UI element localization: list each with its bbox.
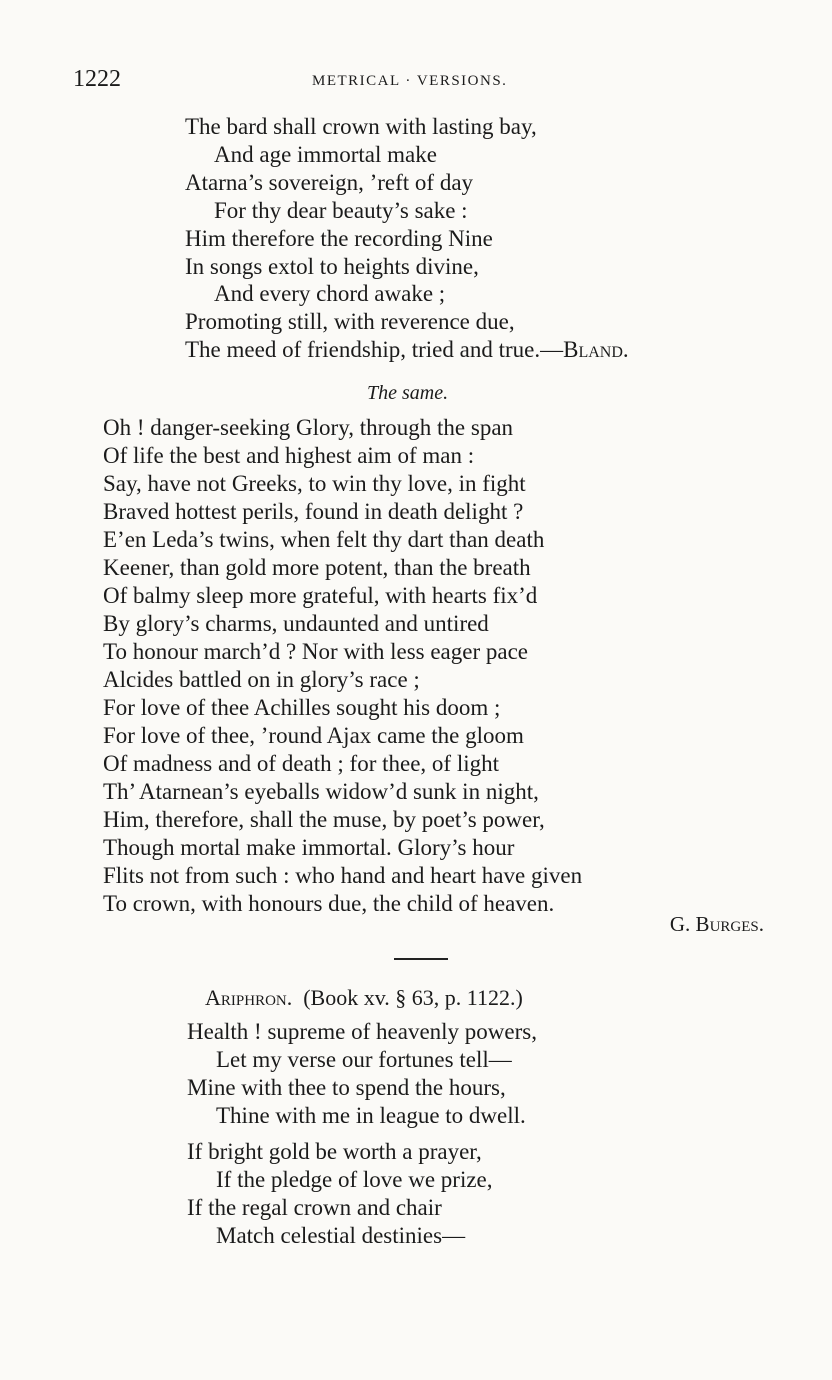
verse-line: To honour march’d ? Nor with less eager pace xyxy=(103,639,529,664)
verse-line: Promoting still, with reverence due, xyxy=(185,309,515,335)
verse-line: Let my verse our fortunes tell— xyxy=(216,1047,512,1072)
verse-line: The meed of friendship, tried and true.— xyxy=(185,337,564,363)
verse-line: And age immortal make xyxy=(214,141,437,167)
verse-line: For love of thee, ’round Ajax came the gloom xyxy=(103,723,524,748)
poem-burges xyxy=(103,414,582,918)
verse-line: Mine with thee to spend the hours, xyxy=(187,1075,506,1100)
verse-line: In songs extol to heights divine, xyxy=(185,253,479,279)
verse-line: Of life the best and highest aim of man : xyxy=(103,443,475,468)
verse-line: E’en Leda’s twins, when felt thy dart than death xyxy=(103,527,545,552)
verse-line-with-attribution xyxy=(185,336,629,364)
running-title: METRICAL · VERSIONS. xyxy=(312,73,508,89)
verse-line: The bard shall crown with lasting bay, xyxy=(185,114,537,139)
verse-line: Flits not from such : who hand and heart have given xyxy=(103,863,583,888)
verse-line: If the regal crown and chair xyxy=(187,1195,442,1220)
verse-line: Say, have not Greeks, to win thy love, in fight xyxy=(103,471,526,496)
section-divider xyxy=(394,958,448,960)
section-heading-the-same: The same. xyxy=(367,382,449,404)
section-heading-ariphron xyxy=(205,985,523,1011)
verse-line: Keener, than gold more potent, than the breath xyxy=(103,555,531,580)
attribution-bland: Bland. xyxy=(563,337,629,363)
verse-line: Th’ Atarnean’s eyeballs widow’d sunk in night, xyxy=(103,779,539,804)
verse-line: For thy dear beauty’s sake : xyxy=(214,197,468,223)
attribution-burges: G. Burges. xyxy=(669,912,764,936)
poem-ariphron xyxy=(187,1018,537,1250)
verse-line: Him, therefore, shall the muse, by poet’s power, xyxy=(103,807,545,832)
heading-reference: (Book xv. § 63, p. 1122.) xyxy=(303,985,523,1010)
page-number: 1222 xyxy=(73,66,121,92)
verse-line: Match celestial destinies— xyxy=(216,1223,466,1248)
verse-line: Though mortal make immortal. Glory’s hour xyxy=(103,835,515,860)
verse-line: For love of thee Achilles sought his doom ; xyxy=(103,695,501,720)
verse-line: Of balmy sleep more grateful, with hearts fix’d xyxy=(103,583,538,608)
verse-line: Him therefore the recording Nine xyxy=(185,225,493,251)
verse-line: Health ! supreme of heavenly powers, xyxy=(187,1019,537,1044)
verse-line: If bright gold be worth a prayer, xyxy=(187,1139,482,1164)
verse-line: To crown, with honours due, the child of heaven. xyxy=(103,891,555,916)
verse-line: If the pledge of love we prize, xyxy=(216,1167,493,1192)
verse-line: Thine with me in league to dwell. xyxy=(216,1103,526,1128)
verse-line: Braved hottest perils, found in death delight ? xyxy=(103,499,524,524)
verse-line: Oh ! danger-seeking Glory, through the span xyxy=(103,415,514,440)
poem-bland xyxy=(185,113,629,364)
verse-line: Of madness and of death ; for thee, of light xyxy=(103,751,499,776)
verse-line: Alcides battled on in glory’s race ; xyxy=(103,667,420,692)
stanza-gap xyxy=(187,1130,537,1138)
heading-author: Ariphron. xyxy=(205,985,293,1010)
verse-line: And every chord awake ; xyxy=(214,281,446,307)
verse-line: Atarna’s sovereign, ’reft of day xyxy=(185,169,474,195)
verse-line: By glory’s charms, undaunted and untired xyxy=(103,611,489,636)
